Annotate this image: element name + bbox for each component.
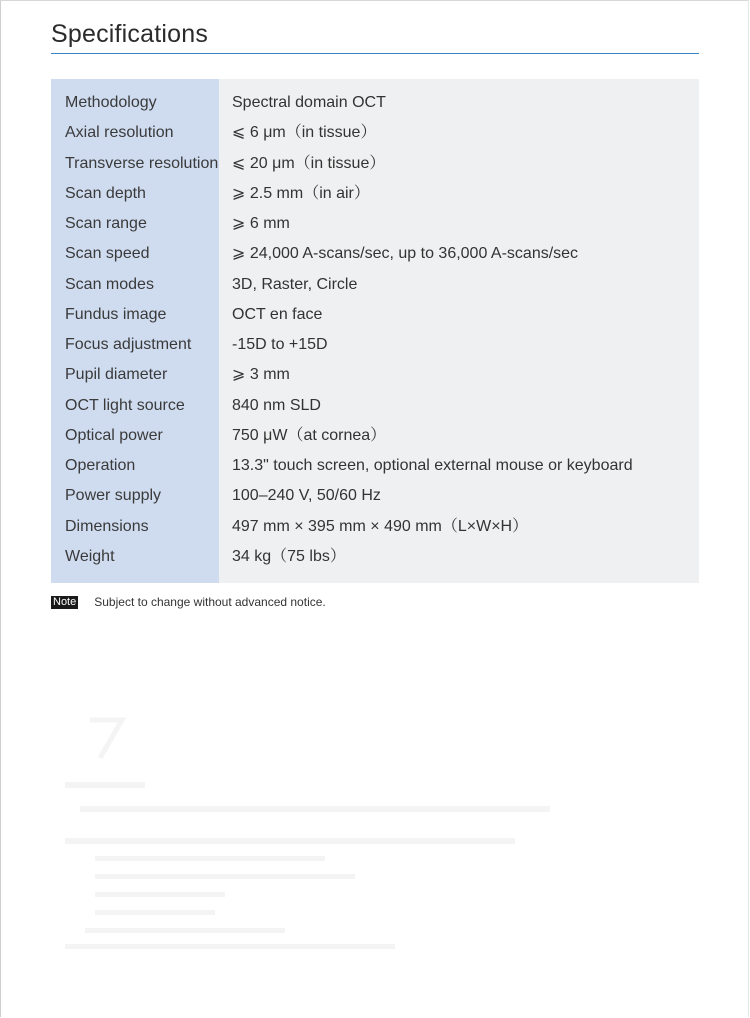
spec-row	[51, 209, 699, 239]
spec-row	[51, 88, 699, 118]
spec-row	[51, 330, 699, 360]
spec-label: Scan range	[65, 215, 147, 232]
spec-label: OCT light source	[65, 396, 185, 414]
show-through-texture	[60, 700, 620, 960]
spec-label: Scan speed	[65, 245, 150, 263]
spec-value: 13.3" touch screen, optional external mouse or keyboard	[232, 457, 633, 474]
spec-row	[51, 118, 699, 148]
spec-label: Dimensions	[65, 517, 149, 535]
spec-row	[51, 239, 699, 269]
spec-row	[51, 421, 699, 451]
spec-value: ⩾ 3 mm	[232, 366, 290, 384]
spec-label: Power supply	[65, 487, 162, 505]
spec-rows	[51, 88, 699, 572]
spec-row	[51, 149, 699, 179]
spec-value: Spectral domain OCT	[232, 94, 386, 111]
spec-row	[51, 481, 699, 511]
note-badge: Note	[53, 595, 77, 608]
spec-value: -15D to +15D	[232, 336, 328, 353]
spec-label: Axial resolution	[65, 124, 174, 142]
spec-label: Weight	[65, 547, 115, 565]
spec-label: Fundus image	[65, 305, 167, 323]
spec-label: Scan depth	[65, 184, 146, 202]
spec-value: ⩾ 6 mm	[232, 215, 290, 232]
spec-row	[51, 179, 699, 209]
spec-value: ⩽ 20 μm（in tissue）	[232, 154, 386, 172]
spec-row	[51, 300, 699, 330]
spec-value: 100–240 V, 50/60 Hz	[232, 487, 381, 505]
spec-value: 840 nm SLD	[232, 396, 321, 414]
spec-row	[51, 391, 699, 421]
page-title: Specifications	[51, 20, 209, 48]
footnote	[51, 594, 326, 610]
spec-label: Scan modes	[65, 275, 154, 293]
spec-table	[51, 79, 699, 583]
title-divider	[51, 53, 699, 54]
spec-value: ⩾ 2.5 mm（in air）	[232, 184, 370, 202]
spec-value: 3D, Raster, Circle	[232, 275, 358, 293]
spec-row	[51, 512, 699, 542]
spec-row	[51, 451, 699, 481]
spec-label: Optical power	[65, 426, 163, 444]
spec-value: OCT en face	[232, 305, 323, 323]
spec-value: 497 mm × 395 mm × 490 mm（L×W×H）	[232, 517, 529, 535]
spec-value: ⩾ 24,000 A-scans/sec, up to 36,000 A-scans/sec	[232, 245, 579, 263]
spec-row	[51, 542, 699, 572]
spec-label: Focus adjustment	[65, 336, 192, 353]
spec-value: 750 μW（at cornea）	[232, 426, 387, 444]
spec-label: Operation	[65, 457, 136, 474]
note-text: Subject to change without advanced notice.	[94, 595, 326, 609]
spec-label: Methodology	[65, 94, 157, 111]
spec-row	[51, 360, 699, 390]
spec-value: ⩽ 6 μm（in tissue）	[232, 124, 377, 142]
spec-label: Transverse resolution	[65, 154, 219, 172]
spec-row	[51, 270, 699, 300]
spec-value: 34 kg（75 lbs）	[232, 547, 346, 565]
spec-label: Pupil diameter	[65, 366, 168, 384]
